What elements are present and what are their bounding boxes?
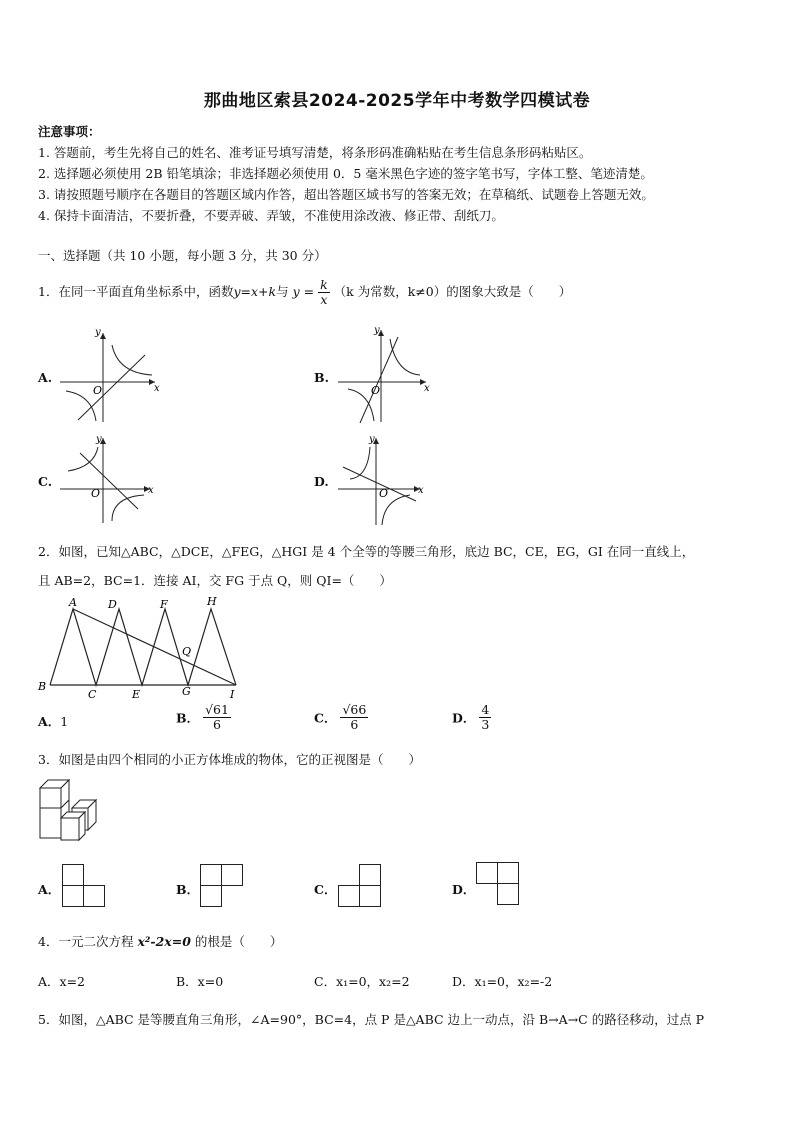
- q3-option-b-label[interactable]: B．: [176, 882, 200, 897]
- q4-option-c[interactable]: C．x₁=0，x₂=2: [314, 974, 410, 989]
- question-5-stem: 5．如图，△ABC 是等腰直角三角形，∠A=90°，BC=4，点 P 是△ABC 边上一动点，沿 B→A→C 的路径移动，过点 P: [38, 1012, 705, 1027]
- question-2-line-1: 2．如图，已知△ABC，△DCE，△FEG，△HGI 是 4 个全等的等腰三角形，底边 BC，CE，EG，GI 在同一直线上，: [38, 544, 695, 559]
- q3-option-a-label[interactable]: A．: [38, 882, 61, 897]
- svg-text:Q: Q: [182, 645, 192, 658]
- q3-option-d-view: [476, 862, 520, 906]
- svg-text:y: y: [369, 434, 375, 445]
- q3-option-a-view: [62, 864, 106, 908]
- svg-text:C: C: [88, 688, 97, 701]
- svg-text:H: H: [207, 595, 217, 608]
- svg-text:G: G: [182, 685, 191, 698]
- question-3-stem: 3．如图是由四个相同的小正方体堆成的物体，它的正视图是（ ）: [38, 752, 421, 767]
- notice-item: 4. 保持卡面清洁，不要折叠，不要弄破、弄皱，不准使用涂改液、修正带、刮纸刀。: [38, 208, 504, 223]
- svg-text:x: x: [424, 383, 430, 394]
- q1-graph-d: [338, 433, 443, 528]
- svg-text:O: O: [93, 384, 103, 397]
- q4-option-a[interactable]: A．x=2: [38, 974, 86, 989]
- question-2-line-2: 且 AB=2，BC=1．连接 AI，交 FG 于点 Q，则 QI=（ ）: [38, 573, 392, 588]
- q1-option-c-label[interactable]: C.: [38, 474, 53, 489]
- q2-option-c[interactable]: C． $\frac{√66}{6}$: [314, 702, 367, 732]
- svg-text:x: x: [154, 383, 160, 394]
- notice-heading: 注意事项：: [38, 124, 101, 139]
- notice-item: 3. 请按照题号顺序在各题目的答题区域内作答，超出答题区域书写的答案无效；在草稿纸、试题卷上答题无效。: [38, 187, 654, 202]
- q4-option-b[interactable]: B．x=0: [176, 974, 224, 989]
- q2-option-a[interactable]: A．1: [38, 714, 69, 729]
- svg-text:y: y: [95, 327, 101, 338]
- q3-option-b-view: [200, 864, 244, 908]
- question-1-stem: 1．在同一平面直角坐标系中，函数y=x+k与 y = $\frac{k}{x}$ （k 为常数，k≠0）的图象大致是（ ）: [38, 277, 572, 307]
- notice-item: 1. 答题前，考生先将自己的姓名、准考证号填写清楚，将条形码准确粘贴在考生信息条形码粘贴区。: [38, 145, 592, 160]
- q3-option-c-view: [338, 864, 382, 908]
- fraction-k-over-x: $\frac{k}{x}$: [320, 277, 328, 307]
- svg-text:D: D: [108, 598, 117, 611]
- svg-text:x: x: [418, 485, 424, 496]
- q3-option-c-label[interactable]: C．: [314, 882, 337, 897]
- q1-graph-c: [60, 433, 165, 528]
- question-4-stem: 4．一元二次方程 x²-2x=0 的根是（ ）: [38, 934, 283, 949]
- svg-text:A: A: [69, 596, 77, 609]
- section-heading: 一、选择题（共 10 小题，每小题 3 分，共 30 分）: [38, 248, 327, 263]
- svg-text:y: y: [96, 434, 102, 445]
- svg-text:F: F: [160, 598, 168, 611]
- notice-item: 2. 选择题必须使用 2B 铅笔填涂；非选择题必须使用 0．5 毫米黑色字迹的签字笔书写，字体工整、笔迹清楚。: [38, 166, 653, 181]
- q3-option-d-label[interactable]: D．: [452, 882, 476, 897]
- q1-option-b-label[interactable]: B.: [314, 370, 329, 385]
- svg-text:E: E: [132, 688, 141, 701]
- q3-cube-figure: [38, 778, 100, 844]
- svg-text:y: y: [374, 325, 380, 336]
- svg-text:O: O: [371, 384, 381, 397]
- q2-option-d[interactable]: D． $\frac{4}{3}$: [452, 702, 490, 732]
- q2-figure: [36, 593, 246, 703]
- svg-text:I: I: [230, 688, 235, 701]
- q4-option-d[interactable]: D．x₁=0，x₂=-2: [452, 974, 553, 989]
- q2-option-b[interactable]: B． $\frac{√61}{6}$: [176, 702, 229, 732]
- svg-text:O: O: [91, 487, 101, 500]
- svg-text:O: O: [379, 487, 389, 500]
- svg-text:x: x: [148, 485, 154, 496]
- q1-graph-b: [338, 325, 443, 425]
- page-title: 那曲地区索县2024-2025学年中考数学四模试卷: [203, 91, 591, 111]
- svg-text:B: B: [38, 680, 47, 693]
- q1-graph-a: [60, 325, 165, 425]
- q1-option-a-label[interactable]: A.: [38, 370, 53, 385]
- q1-option-d-label[interactable]: D.: [314, 474, 329, 489]
